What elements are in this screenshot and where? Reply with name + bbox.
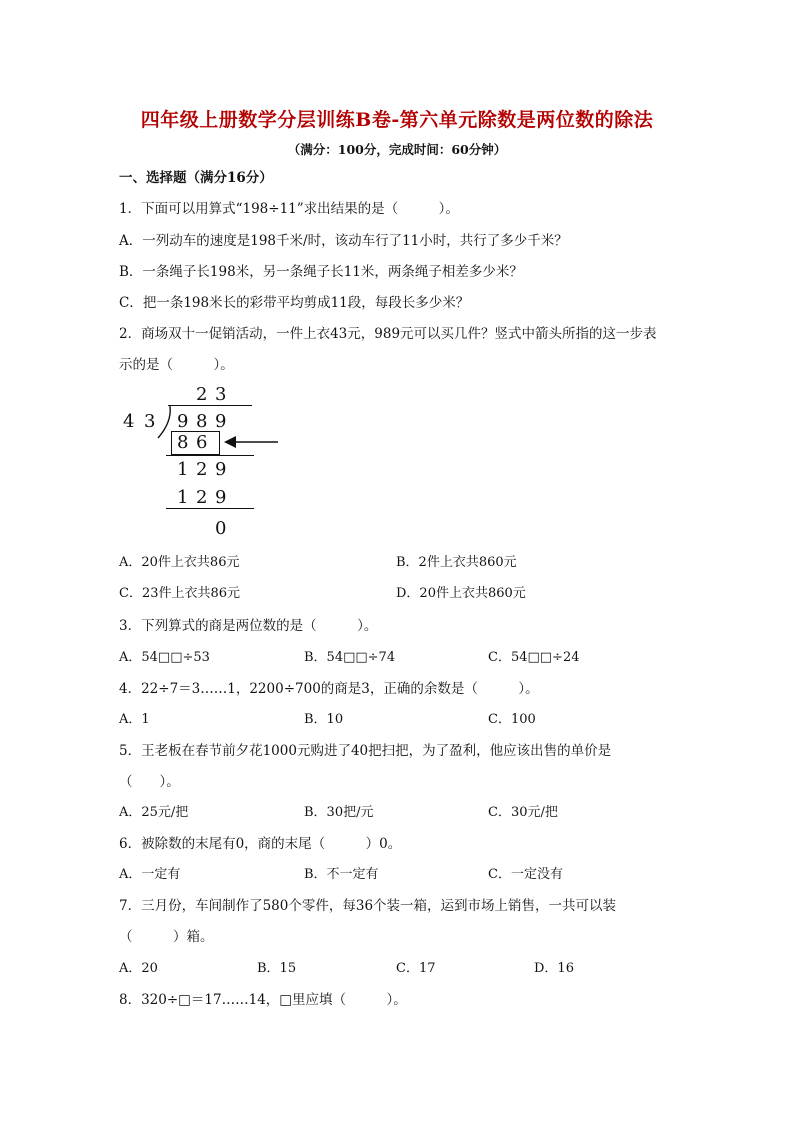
- step-digit: 1: [177, 487, 189, 508]
- q5-stem-line2: （ ）。: [119, 774, 180, 790]
- page-subtitle: （满分：100分，完成时间：60分钟）: [287, 142, 507, 157]
- q5-stem-line1: 5．王老板在春节前夕花1000元购进了40把扫把，为了盈利，他应该出售的单价是: [119, 743, 612, 759]
- q7-option-b: B．15: [257, 961, 297, 976]
- q5-option-a: A．25元/把: [119, 805, 189, 820]
- q4-option-a: A．1: [119, 712, 150, 727]
- q3-stem: 3．下列算式的商是两位数的是（ ）。: [119, 618, 378, 634]
- q1-option-a: A．一列动车的速度是198千米/时，该动车行了11小时，共行了多少千米？: [119, 233, 568, 249]
- arrow-icon: [222, 432, 280, 452]
- q3-option-c: C．54□□÷24: [488, 650, 580, 665]
- step-digit: 9: [215, 487, 227, 508]
- remainder-digit: 2: [196, 459, 208, 480]
- q6-stem: 6．被除数的末尾有0，商的末尾（ ）0。: [119, 836, 402, 852]
- q5-option-b: B．30把/元: [304, 805, 374, 820]
- subtraction-line: [166, 455, 254, 456]
- q2-option-a: A．20件上衣共86元: [119, 555, 240, 570]
- q7-stem-line1: 7．三月份，车间制作了580个零件，每36个装一箱，运到市场上销售，一共可以装: [119, 898, 617, 914]
- q2-stem-line2: 示的是（ ）。: [119, 357, 234, 373]
- dividend-digit: 9: [177, 411, 189, 432]
- q5-option-c: C．30元/把: [488, 805, 558, 820]
- q6-option-c: C．一定没有: [488, 867, 563, 882]
- q7-stem-line2: （ ）箱。: [119, 929, 214, 945]
- q2-option-d: D．20件上衣共860元: [396, 586, 526, 601]
- step-digit: 6: [196, 432, 208, 453]
- q2-option-b: B．2件上衣共860元: [396, 555, 517, 570]
- quotient-digit: 2: [196, 384, 208, 405]
- q3-option-a: A．54□□÷53: [119, 650, 210, 665]
- remainder-digit: 9: [215, 459, 227, 480]
- subtraction-line: [166, 508, 254, 509]
- quotient-digit: 3: [215, 384, 227, 405]
- q3-option-b: B．54□□÷74: [304, 650, 396, 665]
- q8-stem: 8．320÷□＝17……14，□里应填（ ）。: [119, 992, 407, 1008]
- q1-option-b: B．一条绳子长198米，另一条绳子长11米，两条绳子相差多少米？: [119, 264, 523, 280]
- q4-option-b: B．10: [304, 712, 344, 727]
- q2-option-c: C．23件上衣共86元: [119, 586, 241, 601]
- page-title: 四年级上册数学分层训练B卷-第六单元除数是两位数的除法: [140, 109, 654, 131]
- q7-option-d: D．16: [534, 961, 574, 976]
- division-bar: [168, 405, 252, 406]
- q7-option-c: C．17: [396, 961, 436, 976]
- dividend-digit: 9: [215, 411, 227, 432]
- q4-stem: 4．22÷7＝3……1，2200÷700的商是3，正确的余数是（ ）。: [119, 681, 539, 697]
- q1-stem: 1．下面可以用算式“198÷11”求出结果的是（ ）。: [119, 201, 459, 217]
- q6-option-a: A．一定有: [119, 867, 181, 882]
- q6-option-b: B．不一定有: [304, 867, 379, 882]
- q1-option-c: C．把一条198米长的彩带平均剪成11段，每段长多少米？: [119, 295, 470, 311]
- q7-option-a: A．20: [119, 961, 158, 976]
- divisor-digit: 3: [144, 411, 156, 432]
- final-remainder: 0: [215, 518, 227, 539]
- step-digit: 2: [196, 487, 208, 508]
- q2-stem-line1: 2．商场双十一促销活动，一件上衣43元，989元可以买几件？竖式中箭头所指的这一步表: [119, 326, 657, 342]
- q4-option-c: C．100: [488, 712, 536, 727]
- section-heading: 一、选择题（满分16分）: [119, 170, 273, 186]
- step-digit: 8: [177, 432, 189, 453]
- dividend-digit: 8: [196, 411, 208, 432]
- divisor-digit: 4: [123, 411, 135, 432]
- remainder-digit: 1: [177, 459, 189, 480]
